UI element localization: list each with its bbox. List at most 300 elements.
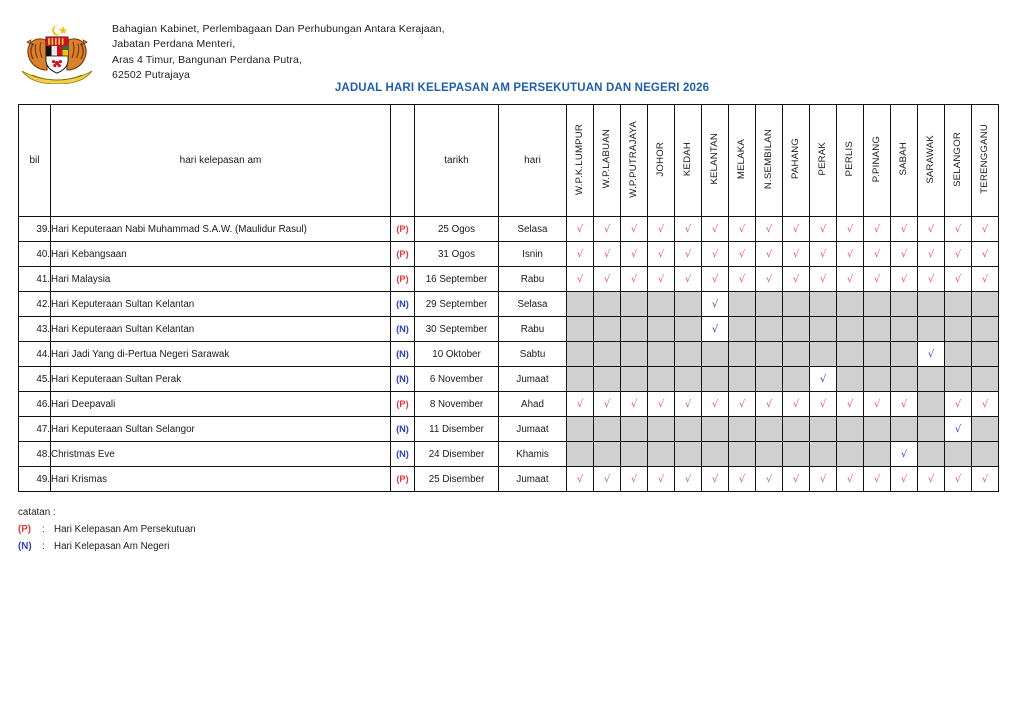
column-header-state xyxy=(729,105,756,217)
state-observance-cell xyxy=(594,392,621,417)
state-observance-cell xyxy=(783,392,810,417)
state-label: PERAK xyxy=(817,142,829,176)
state-observance-cell xyxy=(945,267,972,292)
row-number: 49. xyxy=(19,467,51,492)
check-icon: √ xyxy=(657,249,665,260)
check-icon: √ xyxy=(684,224,692,235)
holiday-day-cell: Selasa xyxy=(499,217,567,242)
state-observance-cell xyxy=(891,292,918,317)
state-observance-cell xyxy=(756,342,783,367)
state-observance-cell xyxy=(648,442,675,467)
state-observance-cell xyxy=(864,292,891,317)
column-header-state xyxy=(567,105,594,217)
check-icon: √ xyxy=(684,399,692,410)
holiday-table-wrapper xyxy=(18,104,998,492)
state-observance-cell xyxy=(621,267,648,292)
state-observance-cell xyxy=(594,317,621,342)
state-observance-cell xyxy=(972,417,999,442)
holiday-day-cell: Sabtu xyxy=(499,342,567,367)
state-observance-cell xyxy=(756,317,783,342)
state-observance-cell xyxy=(594,217,621,242)
state-observance-cell xyxy=(864,417,891,442)
check-icon: √ xyxy=(873,399,881,410)
check-icon: √ xyxy=(900,474,908,485)
row-number: 46. xyxy=(19,392,51,417)
state-observance-cell xyxy=(918,367,945,392)
holiday-date-cell: 25 Disember xyxy=(415,467,499,492)
state-observance-cell xyxy=(783,342,810,367)
holiday-name-cell: Hari Keputeraan Sultan Kelantan xyxy=(51,317,391,342)
state-observance-cell xyxy=(918,467,945,492)
state-observance-cell xyxy=(729,367,756,392)
holiday-type-tag: (N) xyxy=(391,317,415,342)
state-observance-cell xyxy=(648,317,675,342)
state-observance-cell xyxy=(567,242,594,267)
holiday-table xyxy=(18,104,999,492)
holiday-type-tag: (N) xyxy=(391,417,415,442)
state-observance-cell xyxy=(756,467,783,492)
state-observance-cell xyxy=(594,367,621,392)
row-number: 39. xyxy=(19,217,51,242)
holiday-date-cell: 30 September xyxy=(415,317,499,342)
state-observance-cell xyxy=(972,367,999,392)
check-icon: √ xyxy=(576,224,584,235)
holiday-date-cell: 31 Ogos xyxy=(415,242,499,267)
state-observance-cell xyxy=(972,467,999,492)
holiday-type-tag: (P) xyxy=(391,217,415,242)
state-observance-cell xyxy=(972,292,999,317)
state-observance-cell xyxy=(891,367,918,392)
check-icon: √ xyxy=(846,274,854,285)
check-icon: √ xyxy=(846,474,854,485)
column-header-state xyxy=(918,105,945,217)
state-observance-cell xyxy=(621,392,648,417)
row-number: 42. xyxy=(19,292,51,317)
holiday-date-cell: 10 Oktober xyxy=(415,342,499,367)
check-icon: √ xyxy=(657,224,665,235)
state-label: SELANGOR xyxy=(952,131,964,187)
row-number: 44. xyxy=(19,342,51,367)
column-header-state xyxy=(621,105,648,217)
state-observance-cell xyxy=(567,442,594,467)
notes-block xyxy=(18,504,1024,555)
address-line-4: 62502 Putrajaya xyxy=(112,69,190,82)
state-observance-cell xyxy=(729,267,756,292)
note-key-p: (P) xyxy=(18,524,32,535)
state-observance-cell xyxy=(702,367,729,392)
table-row xyxy=(19,467,999,492)
holiday-name-cell: Christmas Eve xyxy=(51,442,391,467)
state-observance-cell xyxy=(675,442,702,467)
holiday-name-cell: Hari Keputeraan Sultan Kelantan xyxy=(51,292,391,317)
holiday-date-cell: 24 Disember xyxy=(415,442,499,467)
check-icon: √ xyxy=(711,224,719,235)
state-observance-cell xyxy=(945,292,972,317)
holiday-day-cell: Khamis xyxy=(499,442,567,467)
malaysia-coat-of-arms-icon xyxy=(14,22,100,84)
state-observance-cell xyxy=(675,267,702,292)
column-header-state xyxy=(756,105,783,217)
check-icon: √ xyxy=(792,274,800,285)
check-icon: √ xyxy=(981,399,989,410)
state-observance-cell xyxy=(729,392,756,417)
header-row xyxy=(19,105,999,217)
state-observance-cell xyxy=(702,292,729,317)
table-row xyxy=(19,392,999,417)
state-observance-cell xyxy=(648,417,675,442)
state-observance-cell xyxy=(837,442,864,467)
check-icon: √ xyxy=(738,399,746,410)
state-label: JOHOR xyxy=(655,141,667,177)
state-observance-cell xyxy=(702,467,729,492)
column-header-day: hari xyxy=(499,105,567,217)
check-icon: √ xyxy=(684,274,692,285)
column-header-state xyxy=(945,105,972,217)
state-observance-cell xyxy=(783,317,810,342)
check-icon: √ xyxy=(765,224,773,235)
check-icon: √ xyxy=(819,374,827,385)
state-label: W.P.LABUAN xyxy=(601,129,613,189)
check-icon: √ xyxy=(981,224,989,235)
holiday-name-cell: Hari Jadi Yang di-Pertua Negeri Sarawak xyxy=(51,342,391,367)
state-observance-cell xyxy=(567,392,594,417)
column-header-bil: bil xyxy=(19,105,51,217)
holiday-date-cell: 8 November xyxy=(415,392,499,417)
state-observance-cell xyxy=(648,367,675,392)
state-observance-cell xyxy=(810,342,837,367)
state-observance-cell xyxy=(918,267,945,292)
table-row xyxy=(19,267,999,292)
check-icon: √ xyxy=(738,274,746,285)
state-observance-cell xyxy=(675,392,702,417)
state-observance-cell xyxy=(756,442,783,467)
state-observance-cell xyxy=(972,317,999,342)
state-observance-cell xyxy=(702,392,729,417)
state-observance-cell xyxy=(675,417,702,442)
holiday-name-cell: Hari Keputeraan Sultan Perak xyxy=(51,367,391,392)
state-observance-cell xyxy=(810,392,837,417)
state-label: SABAH xyxy=(898,142,910,176)
state-observance-cell xyxy=(756,392,783,417)
state-label: PAHANG xyxy=(790,138,802,180)
check-icon: √ xyxy=(711,274,719,285)
state-label: SARAWAK xyxy=(925,134,937,184)
check-icon: √ xyxy=(711,399,719,410)
state-observance-cell xyxy=(567,467,594,492)
holiday-type-tag: (P) xyxy=(391,467,415,492)
state-observance-cell xyxy=(756,417,783,442)
holiday-type-tag: (P) xyxy=(391,267,415,292)
state-observance-cell xyxy=(972,342,999,367)
state-observance-cell xyxy=(837,267,864,292)
row-number: 41. xyxy=(19,267,51,292)
state-observance-cell xyxy=(891,392,918,417)
state-observance-cell xyxy=(972,217,999,242)
check-icon: √ xyxy=(792,474,800,485)
holiday-name-cell: Hari Krismas xyxy=(51,467,391,492)
check-icon: √ xyxy=(819,274,827,285)
state-observance-cell xyxy=(864,342,891,367)
column-header-state xyxy=(837,105,864,217)
state-observance-cell xyxy=(783,267,810,292)
state-observance-cell xyxy=(675,317,702,342)
table-row xyxy=(19,442,999,467)
row-number: 40. xyxy=(19,242,51,267)
state-observance-cell xyxy=(837,342,864,367)
address-line-2: Jabatan Perdana Menteri, xyxy=(112,38,236,51)
state-observance-cell xyxy=(810,417,837,442)
state-observance-cell xyxy=(702,342,729,367)
state-observance-cell xyxy=(675,367,702,392)
check-icon: √ xyxy=(765,399,773,410)
check-icon: √ xyxy=(846,249,854,260)
holiday-type-tag: (N) xyxy=(391,367,415,392)
state-observance-cell xyxy=(783,417,810,442)
state-observance-cell xyxy=(594,467,621,492)
state-observance-cell xyxy=(945,242,972,267)
state-observance-cell xyxy=(783,442,810,467)
table-row xyxy=(19,317,999,342)
column-header-state xyxy=(810,105,837,217)
state-observance-cell xyxy=(837,317,864,342)
state-observance-cell xyxy=(972,267,999,292)
check-icon: √ xyxy=(630,399,638,410)
state-label: KEDAH xyxy=(682,141,694,177)
column-header-state xyxy=(594,105,621,217)
state-label: W.P.K.LUMPUR xyxy=(574,123,586,195)
state-observance-cell xyxy=(648,217,675,242)
state-observance-cell xyxy=(648,392,675,417)
column-header-state xyxy=(864,105,891,217)
check-icon: √ xyxy=(711,324,719,335)
state-observance-cell xyxy=(567,267,594,292)
state-observance-cell xyxy=(918,417,945,442)
check-icon: √ xyxy=(603,274,611,285)
address-line-3: Aras 4 Timur, Bangunan Perdana Putra, xyxy=(112,53,302,66)
check-icon: √ xyxy=(603,474,611,485)
check-icon: √ xyxy=(792,249,800,260)
check-icon: √ xyxy=(765,249,773,260)
state-observance-cell xyxy=(729,417,756,442)
state-observance-cell xyxy=(837,242,864,267)
holiday-day-cell: Rabu xyxy=(499,317,567,342)
holiday-type-tag: (N) xyxy=(391,442,415,467)
holiday-day-cell: Ahad xyxy=(499,392,567,417)
check-icon: √ xyxy=(954,249,962,260)
state-observance-cell xyxy=(864,367,891,392)
state-observance-cell xyxy=(594,442,621,467)
check-icon: √ xyxy=(657,474,665,485)
holiday-name-cell: Hari Deepavali xyxy=(51,392,391,417)
state-observance-cell xyxy=(594,267,621,292)
state-observance-cell xyxy=(864,217,891,242)
state-observance-cell xyxy=(702,442,729,467)
holiday-date-cell: 25 Ogos xyxy=(415,217,499,242)
state-observance-cell xyxy=(864,442,891,467)
state-observance-cell xyxy=(756,217,783,242)
state-observance-cell xyxy=(837,367,864,392)
table-row xyxy=(19,292,999,317)
check-icon: √ xyxy=(981,249,989,260)
state-observance-cell xyxy=(783,367,810,392)
state-observance-cell xyxy=(918,242,945,267)
check-icon: √ xyxy=(981,474,989,485)
holiday-day-cell: Jumaat xyxy=(499,467,567,492)
check-icon: √ xyxy=(603,224,611,235)
state-observance-cell xyxy=(783,292,810,317)
check-icon: √ xyxy=(819,249,827,260)
state-observance-cell xyxy=(729,467,756,492)
state-observance-cell xyxy=(729,217,756,242)
state-observance-cell xyxy=(945,417,972,442)
check-icon: √ xyxy=(900,224,908,235)
state-observance-cell xyxy=(864,242,891,267)
state-observance-cell xyxy=(945,317,972,342)
state-observance-cell xyxy=(675,242,702,267)
state-observance-cell xyxy=(594,292,621,317)
state-observance-cell xyxy=(918,392,945,417)
column-header-holiday-name: hari kelepasan am xyxy=(51,105,391,217)
state-observance-cell xyxy=(567,367,594,392)
check-icon: √ xyxy=(954,224,962,235)
state-observance-cell xyxy=(810,467,837,492)
state-observance-cell xyxy=(594,342,621,367)
check-icon: √ xyxy=(657,274,665,285)
check-icon: √ xyxy=(954,399,962,410)
check-icon: √ xyxy=(684,474,692,485)
state-observance-cell xyxy=(891,417,918,442)
row-number: 45. xyxy=(19,367,51,392)
column-header-state xyxy=(783,105,810,217)
state-observance-cell xyxy=(756,367,783,392)
state-observance-cell xyxy=(810,317,837,342)
state-observance-cell xyxy=(702,317,729,342)
state-observance-cell xyxy=(729,442,756,467)
check-icon: √ xyxy=(900,399,908,410)
holiday-day-cell: Jumaat xyxy=(499,367,567,392)
state-observance-cell xyxy=(837,467,864,492)
address-line-1: Bahagian Kabinet, Perlembagaan Dan Perhubungan Antara Kerajaan, xyxy=(112,23,445,35)
state-label: TERENGGANU xyxy=(979,124,991,194)
check-icon: √ xyxy=(954,474,962,485)
check-icon: √ xyxy=(765,274,773,285)
table-head xyxy=(19,105,999,217)
state-observance-cell xyxy=(675,292,702,317)
check-icon: √ xyxy=(630,474,638,485)
state-label: W.P.PUTRAJAYA xyxy=(628,120,640,198)
page-title: JADUAL HARI KELEPASAN AM PERSEKUTUAN DAN NEGERI 2026 xyxy=(334,82,710,94)
state-observance-cell xyxy=(810,367,837,392)
state-observance-cell xyxy=(837,417,864,442)
state-observance-cell xyxy=(648,292,675,317)
state-observance-cell xyxy=(756,292,783,317)
state-observance-cell xyxy=(972,392,999,417)
state-observance-cell xyxy=(729,292,756,317)
state-observance-cell xyxy=(783,217,810,242)
note-text-n: Hari Kelepasan Am Negeri xyxy=(54,541,170,552)
state-observance-cell xyxy=(567,292,594,317)
state-observance-cell xyxy=(621,292,648,317)
check-icon: √ xyxy=(738,474,746,485)
check-icon: √ xyxy=(900,449,908,460)
table-row xyxy=(19,367,999,392)
table-row xyxy=(19,217,999,242)
state-observance-cell xyxy=(648,467,675,492)
state-observance-cell xyxy=(918,217,945,242)
column-header-tag xyxy=(391,105,415,217)
holiday-type-tag: (N) xyxy=(391,342,415,367)
note-item-negeri xyxy=(18,538,1024,555)
note-sep-p: : xyxy=(42,524,45,535)
state-observance-cell xyxy=(648,242,675,267)
state-observance-cell xyxy=(810,267,837,292)
state-observance-cell xyxy=(621,442,648,467)
state-label: P.PINANG xyxy=(871,135,883,183)
table-row xyxy=(19,342,999,367)
check-icon: √ xyxy=(954,274,962,285)
state-observance-cell xyxy=(621,342,648,367)
state-observance-cell xyxy=(621,217,648,242)
state-observance-cell xyxy=(864,392,891,417)
state-observance-cell xyxy=(864,267,891,292)
column-header-state xyxy=(702,105,729,217)
note-sep-n: : xyxy=(42,541,45,552)
holiday-date-cell: 16 September xyxy=(415,267,499,292)
state-observance-cell xyxy=(972,242,999,267)
table-row xyxy=(19,242,999,267)
state-observance-cell xyxy=(891,217,918,242)
check-icon: √ xyxy=(927,274,935,285)
page-header xyxy=(0,0,1024,82)
holiday-type-tag: (N) xyxy=(391,292,415,317)
check-icon: √ xyxy=(819,474,827,485)
check-icon: √ xyxy=(603,249,611,260)
state-observance-cell xyxy=(567,342,594,367)
state-observance-cell xyxy=(810,217,837,242)
check-icon: √ xyxy=(873,474,881,485)
check-icon: √ xyxy=(630,249,638,260)
office-address xyxy=(112,22,445,84)
state-observance-cell xyxy=(945,342,972,367)
state-observance-cell xyxy=(621,242,648,267)
state-observance-cell xyxy=(837,217,864,242)
check-icon: √ xyxy=(873,274,881,285)
check-icon: √ xyxy=(846,224,854,235)
check-icon: √ xyxy=(684,249,692,260)
state-observance-cell xyxy=(567,417,594,442)
column-header-state xyxy=(648,105,675,217)
state-observance-cell xyxy=(864,467,891,492)
state-observance-cell xyxy=(783,242,810,267)
notes-heading: catatan : xyxy=(18,507,56,518)
state-observance-cell xyxy=(918,317,945,342)
state-observance-cell xyxy=(891,242,918,267)
state-observance-cell xyxy=(891,342,918,367)
state-observance-cell xyxy=(567,217,594,242)
state-observance-cell xyxy=(621,367,648,392)
state-observance-cell xyxy=(891,267,918,292)
note-key-n: (N) xyxy=(18,541,32,552)
state-observance-cell xyxy=(729,342,756,367)
check-icon: √ xyxy=(576,274,584,285)
state-observance-cell xyxy=(891,467,918,492)
column-header-state xyxy=(972,105,999,217)
state-observance-cell xyxy=(891,442,918,467)
state-observance-cell xyxy=(864,317,891,342)
check-icon: √ xyxy=(927,249,935,260)
state-observance-cell xyxy=(675,342,702,367)
state-observance-cell xyxy=(918,342,945,367)
